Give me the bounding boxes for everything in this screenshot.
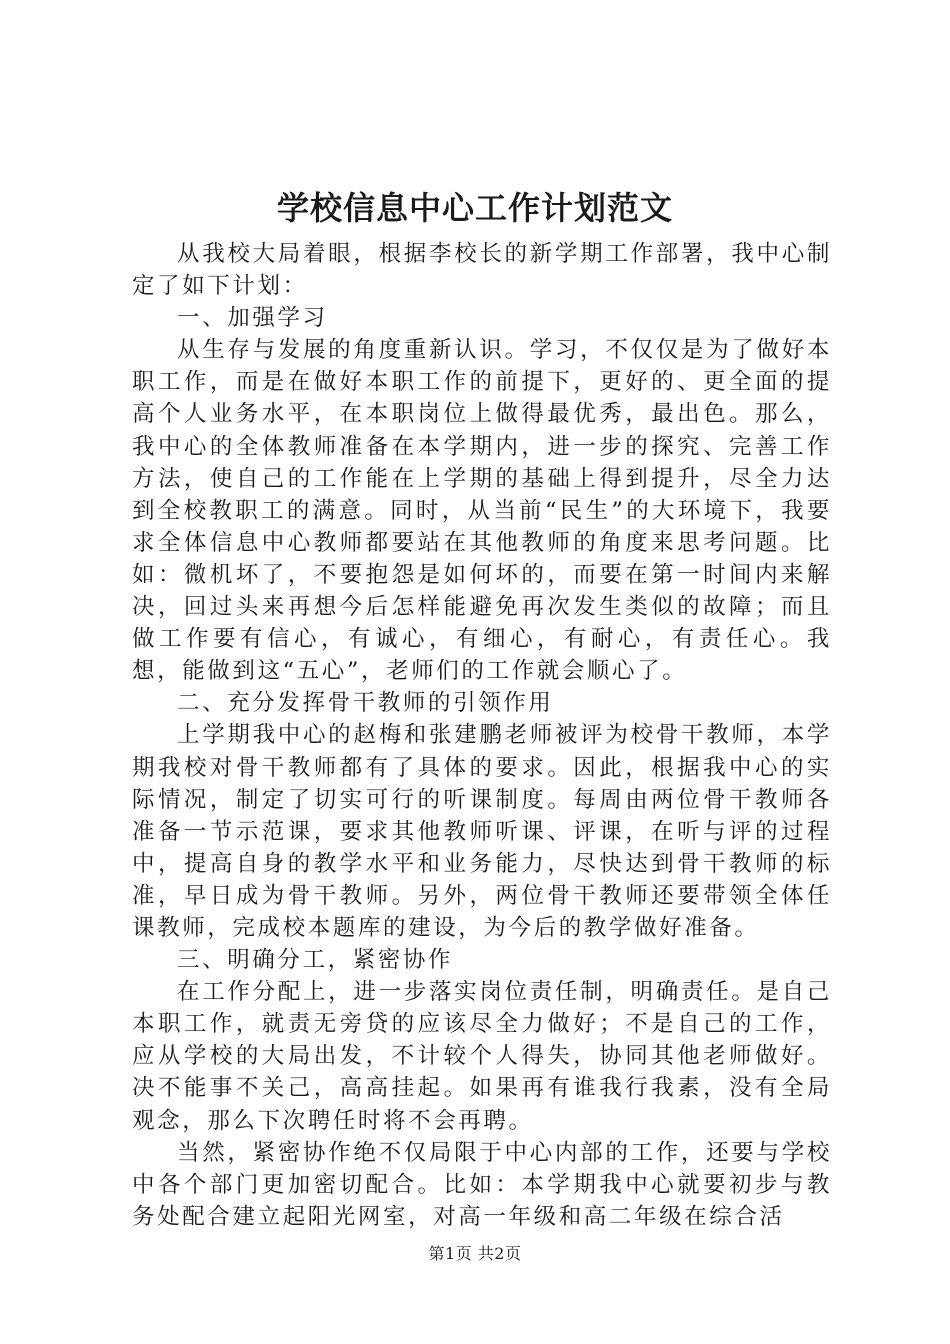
section-3-paragraph-1: 在工作分配上，进一步落实岗位责任制，明确责任。是自己本职工作，就责无旁贷的应该尽全力做好；不是自己的工作，应从学校的大局出发，不计较个人得失，协同其他老师做好。决不能事不关己，高高挂起。如果再有谁我行我素，没有全局观念，那么下次聘任时将不会再聘。 (132, 979, 832, 1134)
document-title: 学校信息中心工作计划范文 (276, 189, 673, 227)
section-3-paragraph-2: 当然，紧密协作绝不仅局限于中心内部的工作，还要与学校中各个部门更加密切配合。比如：本学期我中心就要初步与教务处配合建立起阳光网室，对高一年级和高二年级在综合活 (132, 1139, 832, 1230)
section-heading-1: 一、加强学习 (177, 305, 328, 332)
section-1-paragraph: 从生存与发展的角度重新认识。学习，不仅仅是为了做好本职工作，而是在做好本职工作的前提下，更好的、更全面的提高个人业务水平，在本职岗位上做得最优秀，最出色。那么，我中心的全体教师准备在本学期内，进一步的探究、完善工作方法，使自己的工作能在上学期的基础上得到提升，尽全力达到全校教职工的满意。同时，从当前“民生”的大环境下，我要求全体信息中心教师都要站在其他教师的角度来思考问题。比如：微机坏了，不要抱怨是如何坏的，而要在第一时间内来解决，回过头来再想今后怎样能避免再次发生类似的故障；而且做工作要有信心，有诚心，有细心，有耐心，有责任心。我想，能做到这“五心”，老师们的工作就会顺心了。 (132, 337, 832, 685)
section-heading-3: 三、明确分工，紧密协作 (177, 947, 454, 974)
section-heading-2: 二、充分发挥骨干教师的引领作用 (177, 690, 554, 717)
page-footer: 第1页 共2页 (428, 1244, 522, 1263)
document-body (132, 238, 832, 1233)
section-2-paragraph: 上学期我中心的赵梅和张建鹏老师被评为校骨干教师，本学期我校对骨干教师都有了具体的要求。因此，根据我中心的实际情况，制定了切实可行的听课制度。每周由两位骨干教师各准备一节示范课，要求其他教师听课、评课，在听与评的过程中，提高自身的教学水平和业务能力，尽快达到骨干教师的标准，早日成为骨干教师。另外，两位骨干教师还要带领全体任课教师，完成校本题库的建设，为今后的教学做好准备。 (132, 722, 832, 941)
intro-paragraph: 从我校大局着眼，根据李校长的新学期工作部署，我中心制定了如下计划： (132, 241, 832, 300)
